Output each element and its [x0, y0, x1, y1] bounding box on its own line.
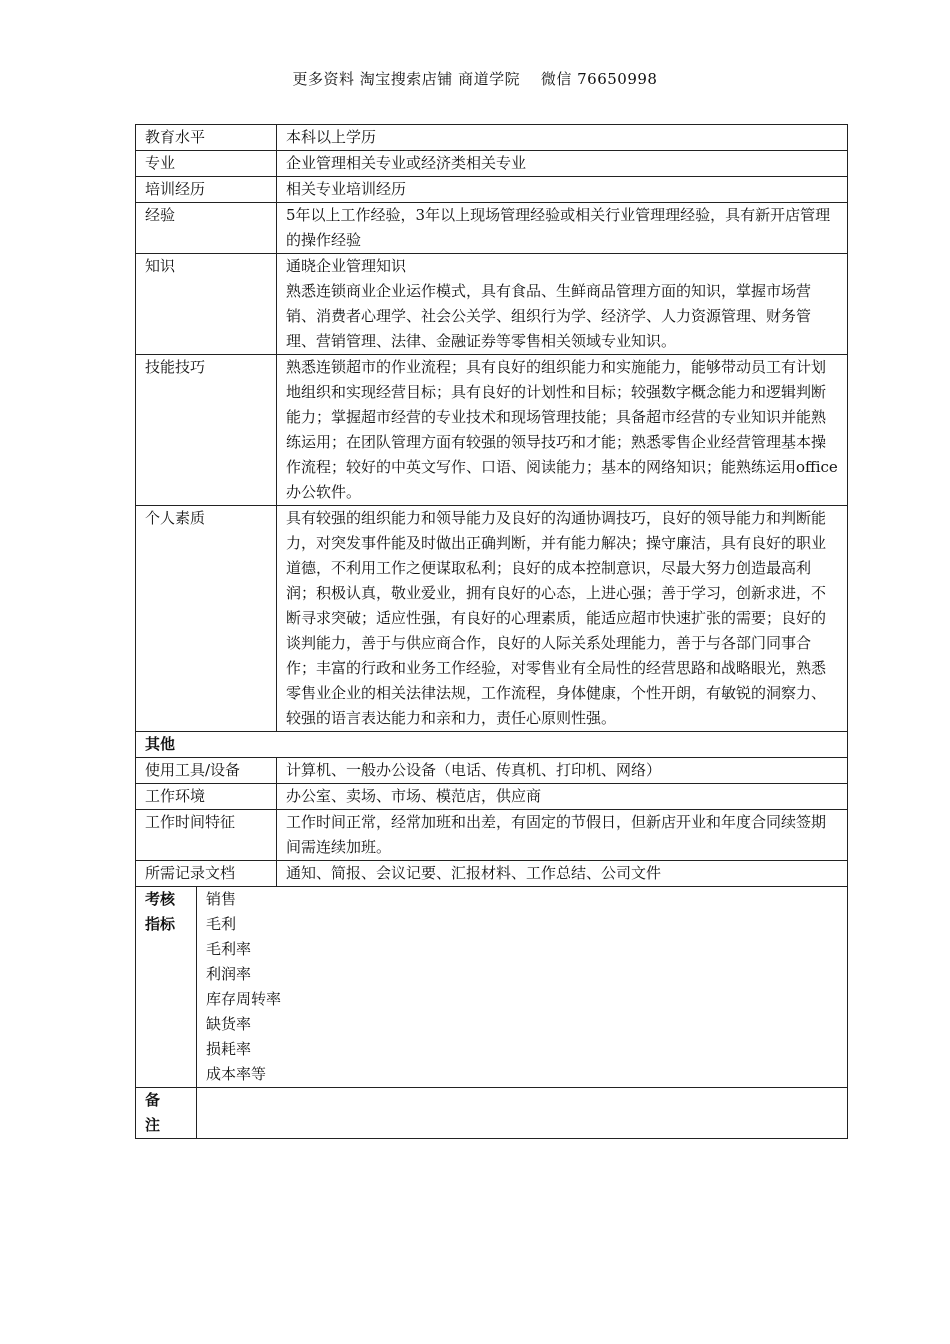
knowledge-value	[277, 254, 848, 355]
training-value: 相关专业培训经历	[277, 177, 848, 203]
table-row-other	[136, 732, 848, 758]
table-row-knowledge	[136, 254, 848, 355]
table-row-personal	[136, 506, 848, 732]
remarks-label-line-1: 备	[145, 1091, 161, 1109]
kpi-item: 损耗率	[206, 1040, 252, 1058]
table-row-documents	[136, 861, 848, 887]
education-label: 教育水平	[136, 125, 277, 151]
table-row-kpi	[136, 887, 848, 1088]
kpi-cell	[136, 887, 848, 1088]
table-row-education	[136, 125, 848, 151]
skills-label: 技能技巧	[136, 355, 277, 506]
table-row-skills	[136, 355, 848, 506]
kpi-item: 库存周转率	[206, 990, 282, 1008]
worktime-value: 工作时间正常，经常加班和出差，有固定的节假日，但新店开业和年度合同续签期间需连续加班。	[277, 810, 848, 861]
table-row-environment	[136, 784, 848, 810]
remarks-label	[136, 1088, 197, 1138]
environment-label: 工作环境	[136, 784, 277, 810]
table-row-remarks	[136, 1088, 848, 1139]
kpi-item: 缺货率	[206, 1015, 252, 1033]
knowledge-line-2: 熟悉连锁商业企业运作模式，具有食品、生鲜商品管理方面的知识，掌握市场营销、消费者心理学、社会公关学、组织行为学、经济学、人力资源管理、财务管理、营销管理、法律、金融证券等零售相关领域专业知识。	[286, 282, 812, 350]
tools-label: 使用工具/设备	[136, 758, 277, 784]
knowledge-label: 知识	[136, 254, 277, 355]
kpi-item: 利润率	[206, 965, 252, 983]
kpi-label-line-1: 考核	[145, 890, 176, 908]
major-label: 专业	[136, 151, 277, 177]
training-label: 培训经历	[136, 177, 277, 203]
table-row-tools	[136, 758, 848, 784]
education-value: 本科以上学历	[277, 125, 848, 151]
personal-label: 个人素质	[136, 506, 277, 732]
documents-label: 所需记录文档	[136, 861, 277, 887]
skills-value: 熟悉连锁超市的作业流程；具有良好的组织能力和实施能力，能够带动员工有计划地组织和实现经营目标；具有良好的计划性和目标；较强数字概念能力和逻辑判断能力；掌握超市经营的专业技术和现场管理技能；具备超市经营的专业知识并能熟练运用；在团队管理方面有较强的领导技巧和才能；熟悉零售企业经营管理基本操作流程；较好的中英文写作、口语、阅读能力；基本的网络知识；能熟练运用office办公软件。	[277, 355, 848, 506]
worktime-label: 工作时间特征	[136, 810, 277, 861]
personal-value: 具有较强的组织能力和领导能力及良好的沟通协调技巧，良好的领导能力和判断能力，对突发事件能及时做出正确判断，并有能力解决；操守廉洁，具有良好的职业道德，不利用工作之便谋取私利；良好的成本控制意识，尽最大努力创造最高利润；积极认真，敬业爱业，拥有良好的心态，上进心强；善于学习，创新求进，不断寻求突破；适应性强，有良好的心理素质，能适应超市快速扩张的需要；良好的谈判能力，善于与供应商合作，良好的人际关系处理能力，善于与各部门同事合作；丰富的行政和业务工作经验，对零售业有全局性的经营思路和战略眼光，熟悉零售业企业的相关法律法规，工作流程，身体健康，个性开朗，有敏锐的洞察力、较强的语言表达能力和亲和力，责任心原则性强。	[277, 506, 848, 732]
environment-value: 办公室、卖场、市场、模范店，供应商	[277, 784, 848, 810]
kpi-list	[197, 887, 848, 1087]
kpi-item: 成本率等	[206, 1065, 267, 1083]
table-row-experience	[136, 203, 848, 254]
table-row-training	[136, 177, 848, 203]
experience-value: 5年以上工作经验，3年以上现场管理经验或相关行业管理理经验，具有新开店管理的操作经验	[277, 203, 848, 254]
major-value: 企业管理相关专业或经济类相关专业	[277, 151, 848, 177]
kpi-subtable	[136, 887, 847, 1087]
kpi-label	[136, 887, 197, 1087]
documents-value: 通知、简报、会议记要、汇报材料、工作总结、公司文件	[277, 861, 848, 887]
table-row-major	[136, 151, 848, 177]
remarks-value	[197, 1088, 848, 1138]
kpi-item: 销售	[206, 890, 237, 908]
other-section-heading: 其他	[136, 732, 848, 758]
job-requirements-table	[135, 124, 848, 1139]
remarks-label-line-2: 注	[145, 1116, 161, 1134]
page-header: 更多资料 淘宝搜索店铺 商道学院 微信 76650998	[292, 70, 658, 88]
remarks-cell	[136, 1088, 848, 1139]
experience-label: 经验	[136, 203, 277, 254]
tools-value: 计算机、一般办公设备（电话、传真机、打印机、网络）	[277, 758, 848, 784]
kpi-label-line-2: 指标	[145, 915, 176, 933]
kpi-item: 毛利	[206, 915, 237, 933]
remarks-subtable	[136, 1088, 847, 1138]
knowledge-line-1: 通晓企业管理知识	[286, 257, 407, 275]
kpi-item: 毛利率	[206, 940, 252, 958]
table-row-worktime	[136, 810, 848, 861]
